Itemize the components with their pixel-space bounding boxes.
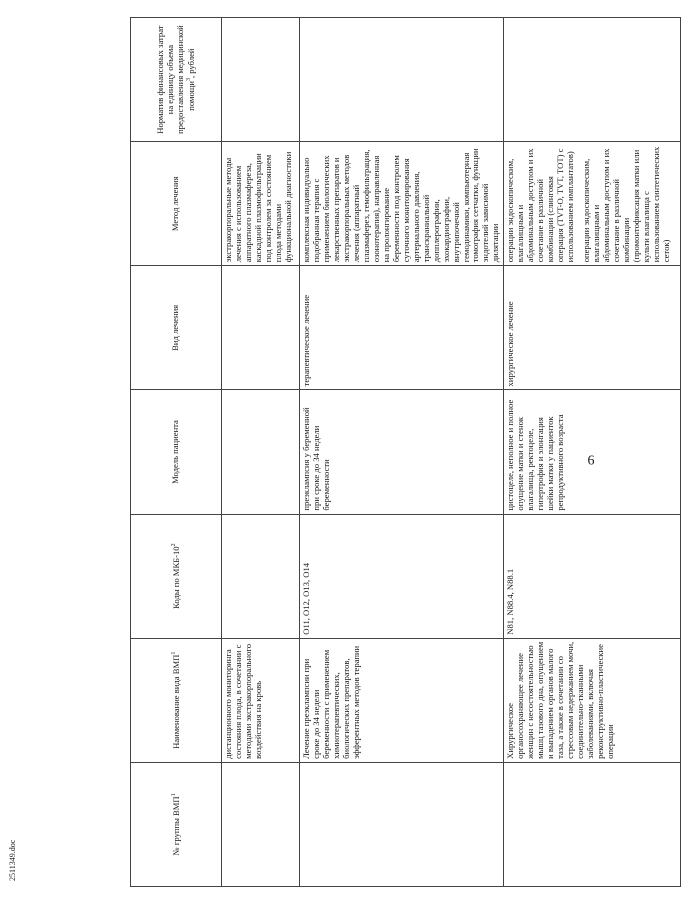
cell-model: преэклампсия у беременной при сроке до 34 недели беременности bbox=[300, 390, 504, 514]
vmp-table bbox=[130, 17, 681, 887]
cell-kind bbox=[222, 266, 300, 390]
header-kind: Вид лечения bbox=[131, 266, 222, 390]
cell-model: цистоцеле, неполное и полное опущение матки и стенок влагалища, ректоцеле, гипертрофия и элонгация шейки матки у пациенток репродуктивного возраста bbox=[504, 390, 681, 514]
cell-method bbox=[504, 142, 681, 266]
cell-kind: терапевтическое лечение bbox=[300, 266, 504, 390]
table-header-row bbox=[131, 18, 222, 887]
cell-name: дистанционного мониторинга состояния плода, в сочетании с методами экстракорпорального воздействия на кровь bbox=[222, 638, 300, 762]
header-group: № группы ВМП$^1$ bbox=[131, 762, 222, 886]
method-paragraph: операции эндоскопическим, влагалищным и абдоминальным доступом и их сочетание в различной комбинации (слинговая операция (TVT-O, TVT, TOT) с использованием имплантатов) bbox=[505, 148, 576, 263]
cell-model bbox=[222, 390, 300, 514]
cell-method: комплексная индивидуально подобранная терапия с применением биологических лекарственных препаратов и экстракорпоральных методов лечения (аппаратный плазмаферез, гемофильтрация, озонотерапия), направленная на пролонгирование беременности под контролем суточного мониторирования артериального давления, транскраниальной допплерографии, эхокардиографии, внутрипочечной гемодинамики, компьютерная томография сетчатки, функции эндотелий зависимой дилятации bbox=[300, 142, 504, 266]
cell-norm bbox=[504, 18, 681, 142]
cell-name: Лечение преэклампсии при сроке до 34 недели беременности с применением химиотерапевтических, биологических препаратов, эфферентных методов терапии bbox=[300, 638, 504, 762]
table-row bbox=[222, 18, 300, 887]
table-row bbox=[504, 18, 681, 887]
header-name: Наименование вида ВМП$^1$ bbox=[131, 638, 222, 762]
cell-group bbox=[300, 762, 504, 886]
page-number: 6 bbox=[587, 453, 595, 469]
header-codes: Коды по МКБ-$10^2$ bbox=[131, 514, 222, 638]
cell-name: Хирургическое органосохраняющее лечение женщин с несостоятельностью мышц тазового дна, опущением и выпадением органов малого таза, а также в сочетании со стрессовым недержанием мочи, соединительно-тканными заболеваниями, включая реконструктивно-пластические операции bbox=[504, 638, 681, 762]
table-row bbox=[300, 18, 504, 887]
cell-group bbox=[504, 762, 681, 886]
cell-codes: N81, N88.4, N88.1 bbox=[504, 514, 681, 638]
method-paragraph: операции эндоскопическим, влагалищным и абдоминальным доступом и их сочетание в различной комбинации (промонтофиксация матки или культи влагалища с использованием синтетических сеток) bbox=[581, 146, 671, 263]
cell-codes bbox=[222, 514, 300, 638]
document-id: 2511349.doc bbox=[8, 839, 17, 881]
cell-method: экстракорпоральные методы лечения с использованием аппаратного плазмафереза, каскадной плазмофильтрации под контролем за состоянием плода методами функциональной диагностики bbox=[222, 142, 300, 266]
cell-norm bbox=[222, 18, 300, 142]
cell-codes: О11, О12, О13, О14 bbox=[300, 514, 504, 638]
header-method: Метод лечения bbox=[131, 142, 222, 266]
cell-norm bbox=[300, 18, 504, 142]
header-model: Модель пациента bbox=[131, 390, 222, 514]
cell-kind: хирургическое лечение bbox=[504, 266, 681, 390]
header-norm: Норматив финансовых затрат на единицу объема предоставления медицинской помощи$^3$, рублей bbox=[131, 18, 222, 142]
cell-group bbox=[222, 762, 300, 886]
